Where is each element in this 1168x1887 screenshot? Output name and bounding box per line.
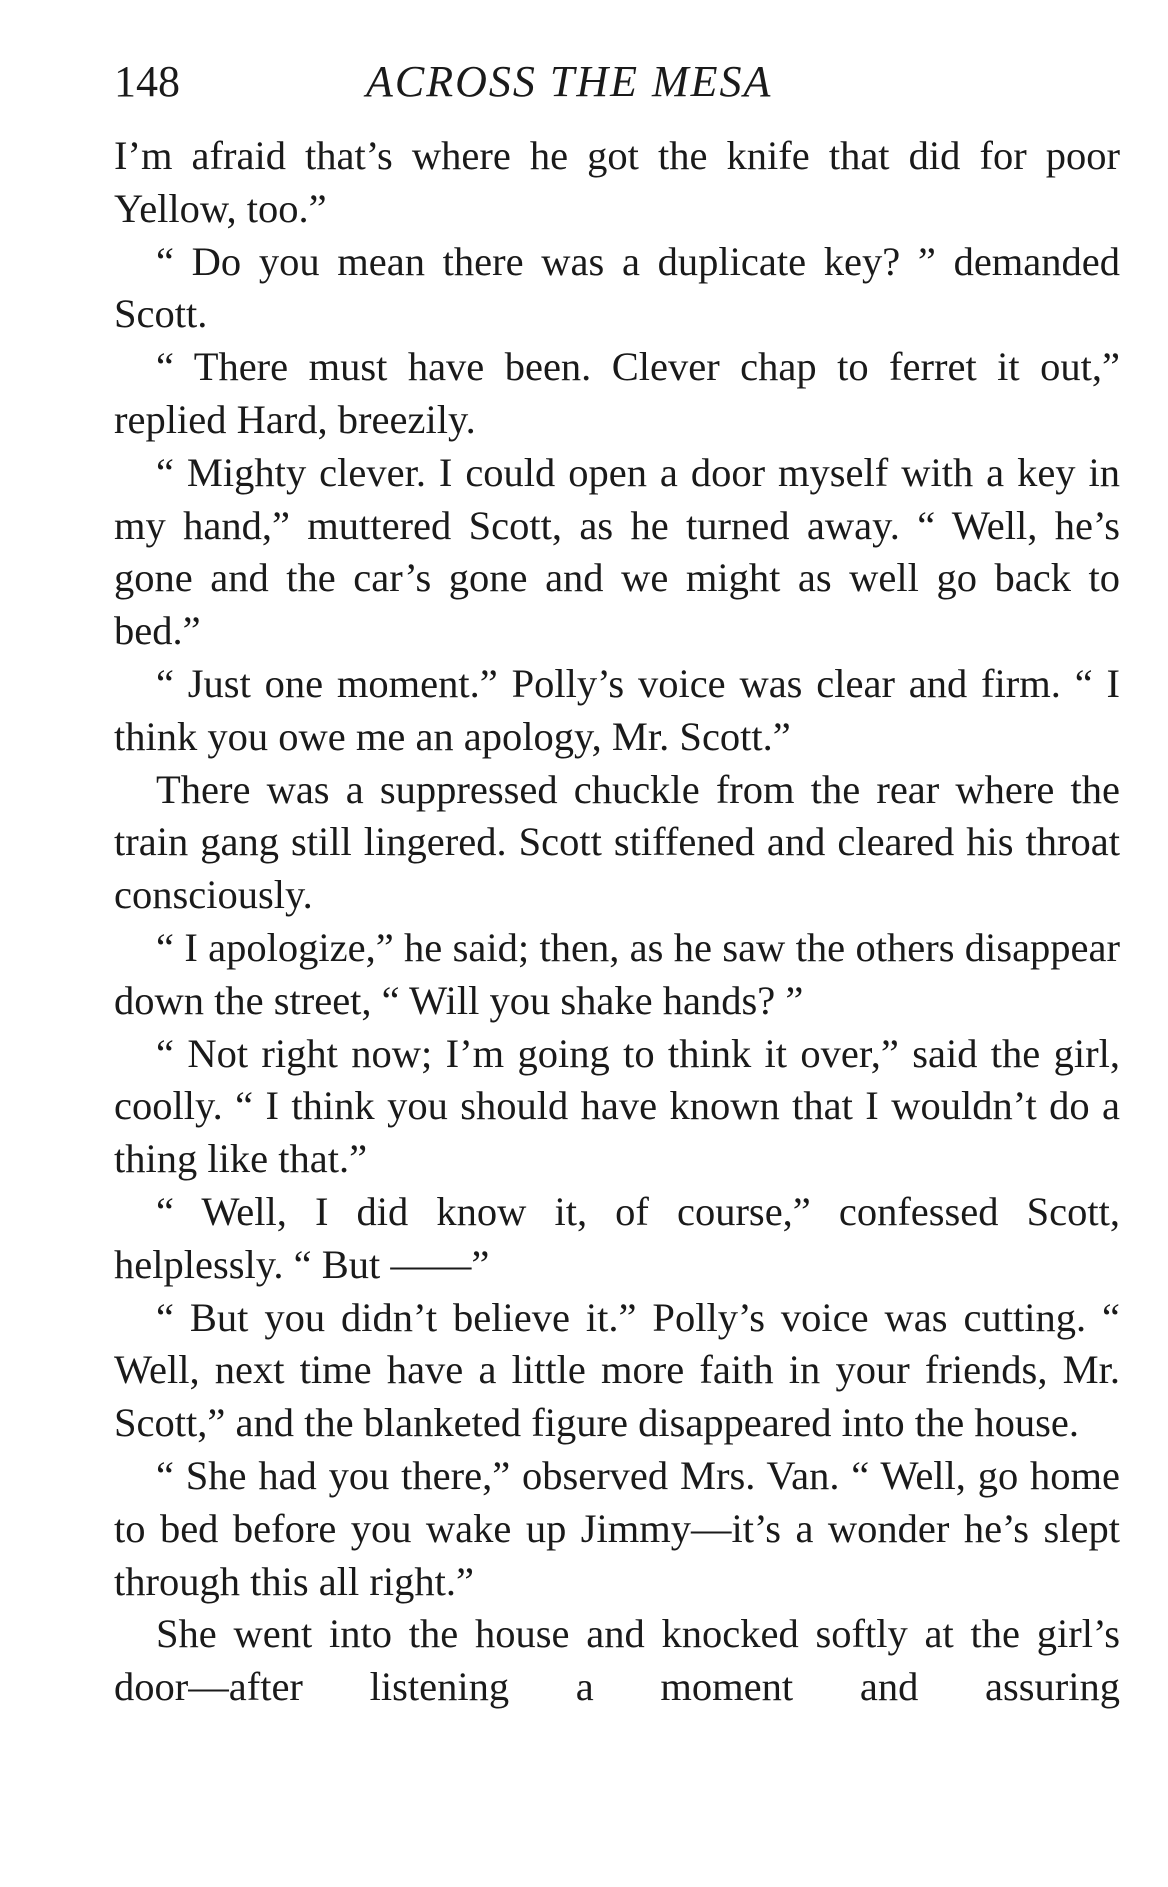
book-page <box>114 52 1120 1714</box>
paragraph: “ Just one moment.” Polly’s voice was clear and firm. “ I think you owe me an apology, Mr. Scott.” <box>114 660 1120 759</box>
paragraph: “ Mighty clever. I could open a door myself with a key in my hand,” muttered Scott, as he turned away. “ Well, he’s gone and the car’s gone and we might as well go back to bed.” <box>114 449 1120 654</box>
paragraph: “ Not right now; I’m going to think it over,” said the girl, coolly. “ I think you should have known that I wouldn’t do a thing like that.” <box>114 1030 1120 1182</box>
page-number: 148 <box>114 57 180 106</box>
body-text <box>114 130 1120 1714</box>
paragraph: “ Do you mean there was a duplicate key? ” demanded Scott. <box>114 238 1120 337</box>
paragraph: “ There must have been. Clever chap to ferret it out,” replied Hard, breezily. <box>114 344 1120 442</box>
paragraph: “ I apologize,” he said; then, as he saw the others disappear down the street, “ Will you shake hands? ” <box>114 924 1120 1023</box>
paragraph: “ But you didn’t believe it.” Polly’s voice was cutting. “ Well, next time have a little more faith in your friends, Mr. Scott,” and the blanketed figure disappeared into the house. <box>114 1294 1120 1446</box>
running-title: ACROSS THE MESA <box>366 57 773 106</box>
paragraph: There was a suppressed chuckle from the rear where the train gang still lingered. Scott stiffened and cleared his throat consciously. <box>114 766 1120 918</box>
paragraph: I’m afraid that’s where he got the knife that did for poor Yellow, too.” <box>114 133 1120 231</box>
paragraph: “ Well, I did know it, of course,” confessed Scott, helplessly. “ But ——” <box>114 1188 1120 1287</box>
paragraph: She went into the house and knocked softly at the girl’s door—after listening a moment and assuring <box>114 1611 1120 1710</box>
paragraph: “ She had you there,” observed Mrs. Van. “ Well, go home to bed before you wake up Jimmy—it’s a wonder he’s slept through this all right.” <box>114 1452 1120 1604</box>
running-head <box>114 52 1120 112</box>
